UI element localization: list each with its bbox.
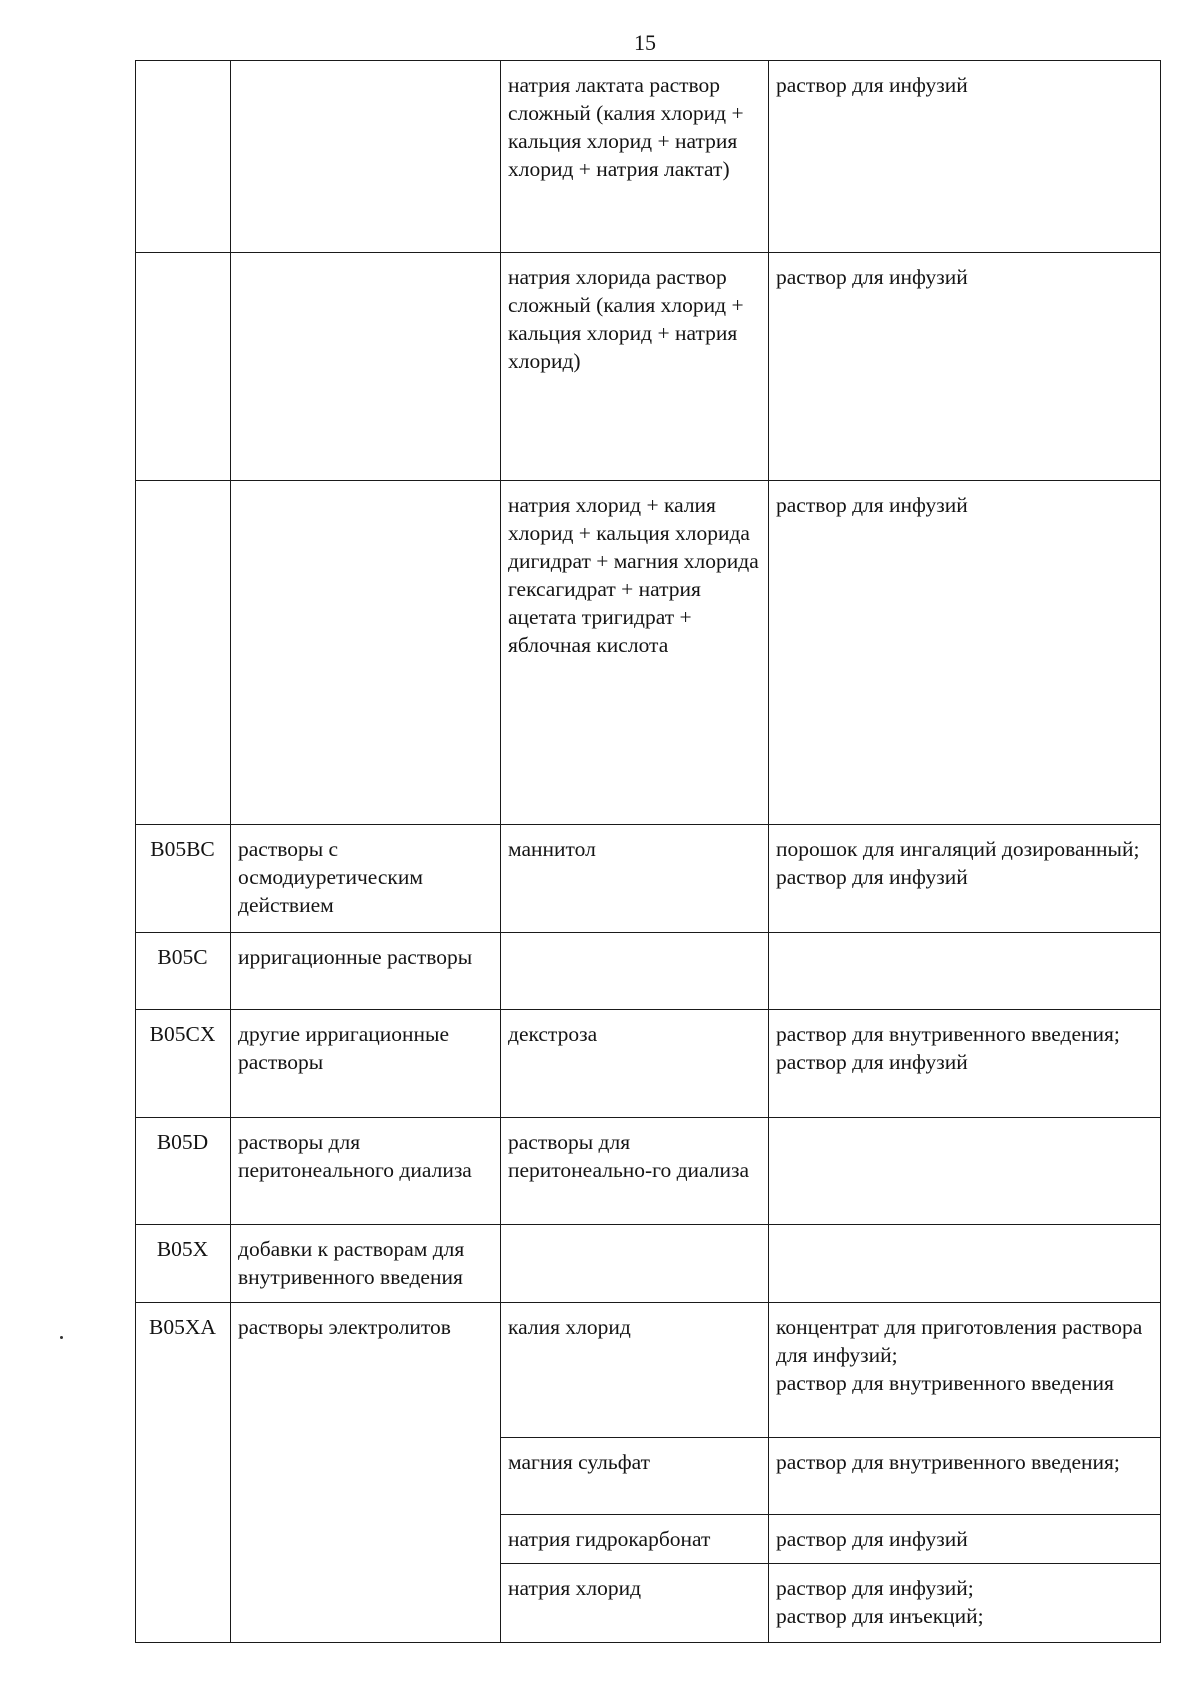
scan-speck <box>60 1336 63 1339</box>
substance-cell: натрия гидрокарбонат <box>501 1515 769 1564</box>
substance-cell: декстроза <box>501 1010 769 1118</box>
group-cell: растворы электролитов <box>231 1303 501 1643</box>
table-row <box>136 253 1161 481</box>
dosage-form-cell <box>769 1225 1161 1303</box>
dosage-form-line: раствор для инфузий <box>776 493 968 517</box>
dosage-form-line: раствор для инфузий <box>776 1527 968 1551</box>
dosage-form-cell <box>769 1118 1161 1225</box>
dosage-form-line: раствор для инфузий <box>776 265 968 289</box>
substance-cell: маннитол <box>501 825 769 933</box>
dosage-form-cell <box>769 253 1161 481</box>
atc-code-cell: B05BC <box>136 825 231 933</box>
dosage-form-cell <box>769 61 1161 253</box>
group-cell <box>231 481 501 825</box>
substance-cell: натрия лактата раствор сложный (калия хлорид + кальция хлорид + натрия хлорид + натрия лактат) <box>501 61 769 253</box>
dosage-form-line: раствор для инфузий <box>776 865 968 889</box>
table-row <box>136 825 1161 933</box>
dosage-form-cell <box>769 825 1161 933</box>
dosage-form-cell <box>769 1010 1161 1118</box>
table-row <box>136 481 1161 825</box>
table-row <box>136 933 1161 1010</box>
table-row <box>136 61 1161 253</box>
group-cell <box>231 61 501 253</box>
atc-code-cell: B05X <box>136 1225 231 1303</box>
page-number: 15 <box>634 30 656 55</box>
group-cell: другие ирригационные растворы <box>231 1010 501 1118</box>
substance-cell <box>501 1225 769 1303</box>
substance-cell <box>501 933 769 1010</box>
substance-cell: растворы для перитонеально-го диализа <box>501 1118 769 1225</box>
medication-table <box>135 60 1161 1643</box>
dosage-form-cell <box>769 933 1161 1010</box>
atc-code-cell: B05XA <box>136 1303 231 1643</box>
dosage-form-line: раствор для внутривенного введения <box>776 1371 1114 1395</box>
dosage-form-line: раствор для внутривенного введения; <box>776 1450 1120 1474</box>
dosage-form-cell <box>769 1303 1161 1438</box>
table-row <box>136 1118 1161 1225</box>
atc-code-cell: B05D <box>136 1118 231 1225</box>
substance-cell: натрия хлорид + калия хлорид + кальция хлорида дигидрат + магния хлорида гексагидрат + натрия ацетата тригидрат + яблочная кислота <box>501 481 769 825</box>
dosage-form-line: раствор для внутривенного введения; <box>776 1022 1120 1046</box>
dosage-form-cell <box>769 1438 1161 1515</box>
table-row <box>136 1010 1161 1118</box>
group-cell: растворы с осмодиуретическим действием <box>231 825 501 933</box>
substance-cell: натрия хлорида раствор сложный (калия хлорид + кальция хлорид + натрия хлорид) <box>501 253 769 481</box>
table-row <box>136 1225 1161 1303</box>
dosage-form-cell <box>769 1564 1161 1643</box>
dosage-form-line: раствор для инфузий; <box>776 1576 974 1600</box>
dosage-form-line: раствор для инъекций; <box>776 1604 984 1628</box>
group-cell: добавки к растворам для внутривенного введения <box>231 1225 501 1303</box>
substance-cell: калия хлорид <box>501 1303 769 1438</box>
table-row <box>136 1303 1161 1438</box>
substance-cell: натрия хлорид <box>501 1564 769 1643</box>
dosage-form-line: раствор для инфузий <box>776 73 968 97</box>
group-cell: растворы для перитонеального диализа <box>231 1118 501 1225</box>
atc-code-cell: B05C <box>136 933 231 1010</box>
group-cell: ирригационные растворы <box>231 933 501 1010</box>
substance-cell: магния сульфат <box>501 1438 769 1515</box>
dosage-form-line: порошок для ингаляций дозированный; <box>776 837 1140 861</box>
atc-code-cell: B05CX <box>136 1010 231 1118</box>
atc-code-cell <box>136 253 231 481</box>
dosage-form-line: раствор для инфузий <box>776 1050 968 1074</box>
dosage-form-cell <box>769 1515 1161 1564</box>
group-cell <box>231 253 501 481</box>
dosage-form-cell <box>769 481 1161 825</box>
dosage-form-line: концентрат для приготовления раствора для инфузий; <box>776 1315 1143 1367</box>
atc-code-cell <box>136 61 231 253</box>
atc-code-cell <box>136 481 231 825</box>
